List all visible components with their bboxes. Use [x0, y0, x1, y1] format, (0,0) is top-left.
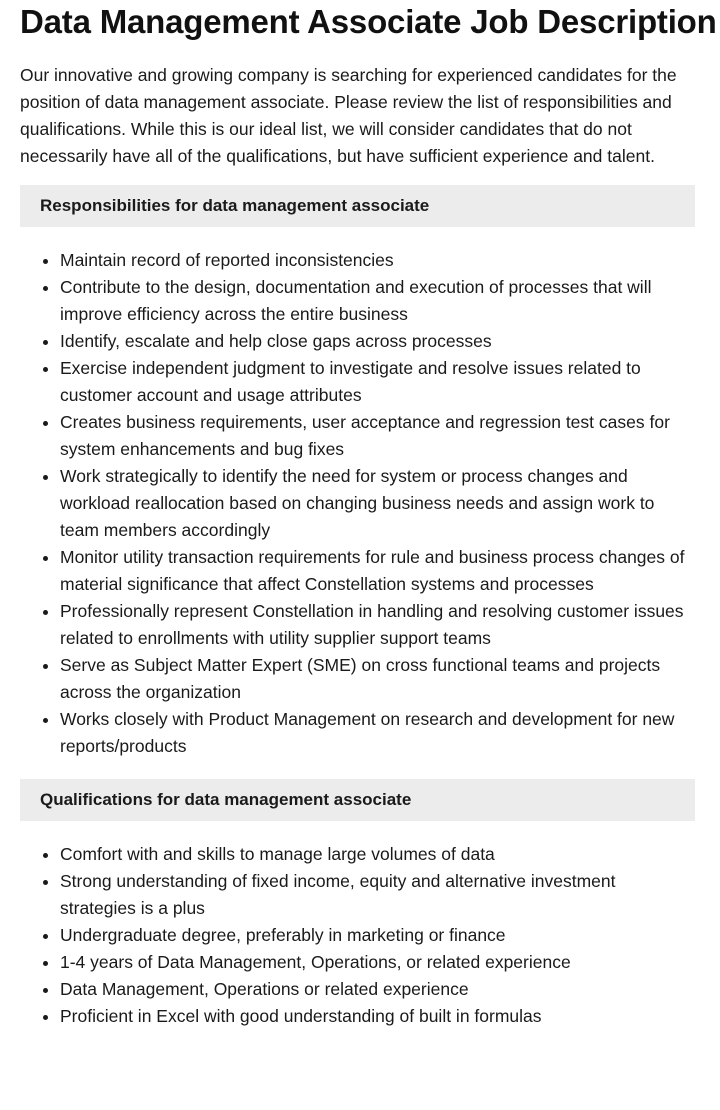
list-item: • 1-4 years of Data Management, Operations, or related experience [60, 949, 695, 976]
list-item: • Works closely with Product Management on research and development for new reports/products [60, 706, 695, 760]
responsibilities-list [20, 247, 695, 760]
responsibilities-heading: Responsibilities for data management associate [20, 185, 695, 227]
list-item: • Monitor utility transaction requirements for rule and business process changes of material significance that affect Constellation systems and processes [60, 544, 695, 598]
list-item: • Serve as Subject Matter Expert (SME) on cross functional teams and projects across the organization [60, 652, 695, 706]
list-item: • Exercise independent judgment to investigate and resolve issues related to customer account and usage attributes [60, 355, 695, 409]
list-item: • Work strategically to identify the need for system or process changes and workload reallocation based on changing business needs and assign work to team members accordingly [60, 463, 695, 544]
page-title: Data Management Associate Job Description [20, 3, 717, 40]
list-item: • Professionally represent Constellation in handling and resolving customer issues related to enrollments with utility supplier support teams [60, 598, 695, 652]
list-item: • Creates business requirements, user acceptance and regression test cases for system enhancements and bug fixes [60, 409, 695, 463]
list-item: • Maintain record of reported inconsistencies [60, 247, 695, 274]
list-item: • Identify, escalate and help close gaps across processes [60, 328, 695, 355]
list-item: • Undergraduate degree, preferably in marketing or finance [60, 922, 695, 949]
intro-paragraph: Our innovative and growing company is searching for experienced candidates for the position of data management associate. Please review the list of responsibilities and qualifications. While this is our ideal list, we will consider candidates that do not necessarily have all of the qualifications, but have sufficient experience and talent. [20, 65, 677, 166]
list-item: • Proficient in Excel with good understanding of built in formulas [60, 1003, 695, 1030]
list-item: • Contribute to the design, documentation and execution of processes that will improve efficiency across the entire business [60, 274, 695, 328]
qualifications-list [20, 841, 695, 1030]
list-item: • Data Management, Operations or related experience [60, 976, 695, 1003]
list-item: • Comfort with and skills to manage large volumes of data [60, 841, 695, 868]
list-item: • Strong understanding of fixed income, equity and alternative investment strategies is a plus [60, 868, 695, 922]
qualifications-heading: Qualifications for data management associate [20, 779, 695, 821]
